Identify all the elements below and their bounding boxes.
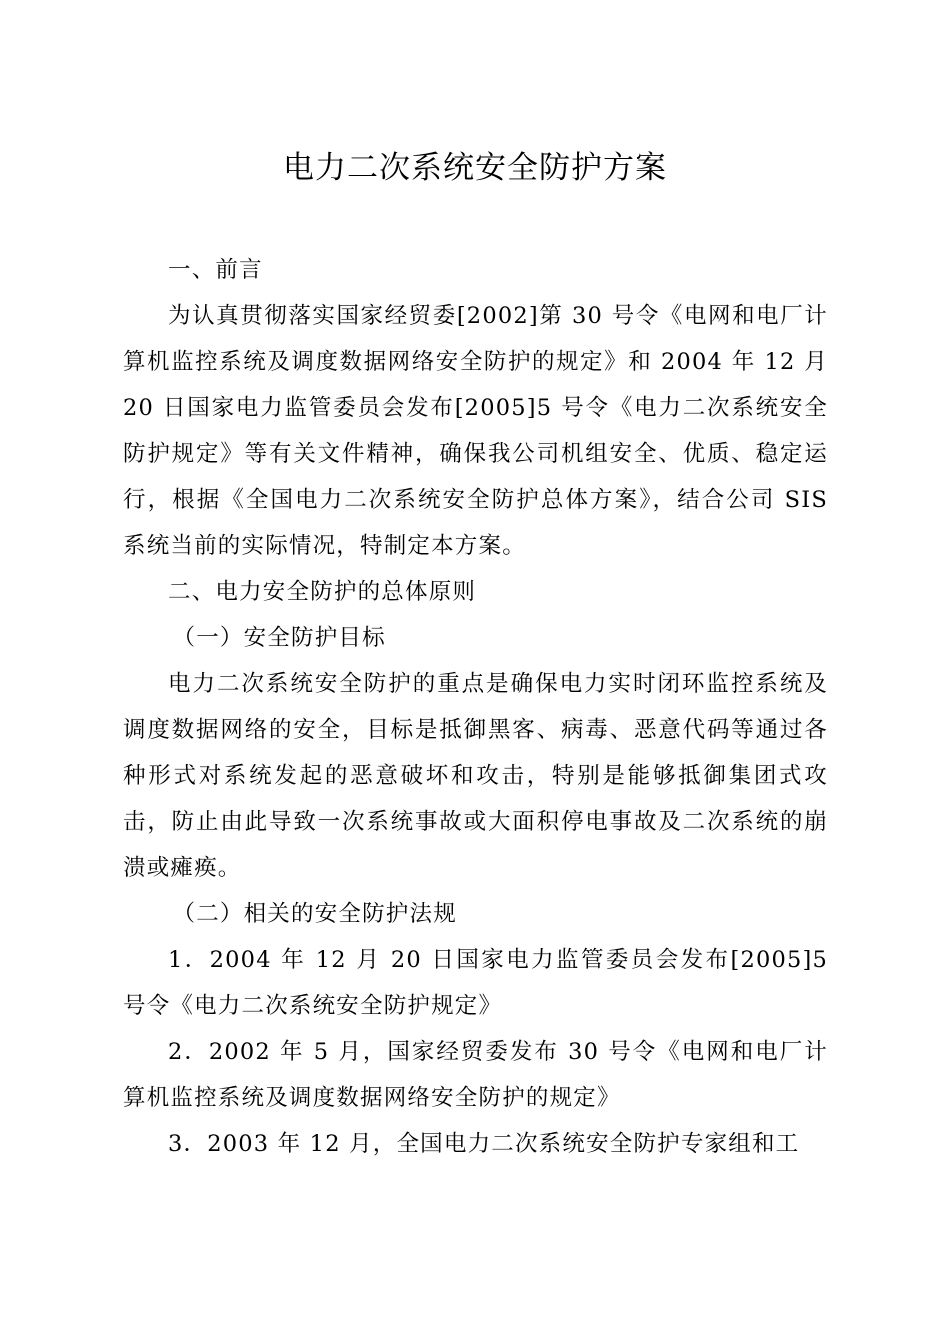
subsection-heading-regulations: （二）相关的安全防护法规	[172, 901, 457, 927]
paragraph-preface: 为认真贯彻落实国家经贸委[2002]第 30 号令《电网和电厂计算机监控系统及调度数据网络安全防护的规定》和 2004 年 12 月 20 日国家电力监管委员会发布[2005]5 号令《电力二次系统安全防护规定》等有关文件精神，确保我公司机组安全、优质、稳定运行，根据《全国电力二次系统安全防护总体方案》，结合公司 SIS 系统当前的实际情况，特制定本方案。	[123, 303, 828, 559]
paragraph-goals: 电力二次系统安全防护的重点是确保电力实时闭环监控系统及调度数据网络的安全，目标是抵御黑客、病毒、恶意代码等通过各种形式对系统发起的恶意破坏和攻击，特别是能够抵御集团式攻击，防止由此导致一次系统事故或大面积停电事故及二次系统的崩溃或瘫痪。	[123, 671, 828, 881]
list-item-regulation-2: 2．2002 年 5 月，国家经贸委发布 30 号令《电网和电厂计算机监控系统及调度数据网络安全防护的规定》	[123, 1039, 828, 1111]
list-item-regulation-1: 1．2004 年 12 月 20 日国家电力监管委员会发布[2005]5 号令《电力二次系统安全防护规定》	[123, 947, 828, 1019]
document-title: 电力二次系统安全防护方案	[283, 150, 667, 186]
list-item-regulation-3: 3．2003 年 12 月，全国电力二次系统安全防护专家组和工	[168, 1131, 800, 1157]
section-heading-principles: 二、电力安全防护的总体原则	[168, 579, 477, 605]
section-heading-preface: 一、前言	[168, 257, 263, 283]
subsection-heading-goals: （一）安全防护目标	[172, 625, 386, 651]
document-body	[123, 247, 828, 1167]
